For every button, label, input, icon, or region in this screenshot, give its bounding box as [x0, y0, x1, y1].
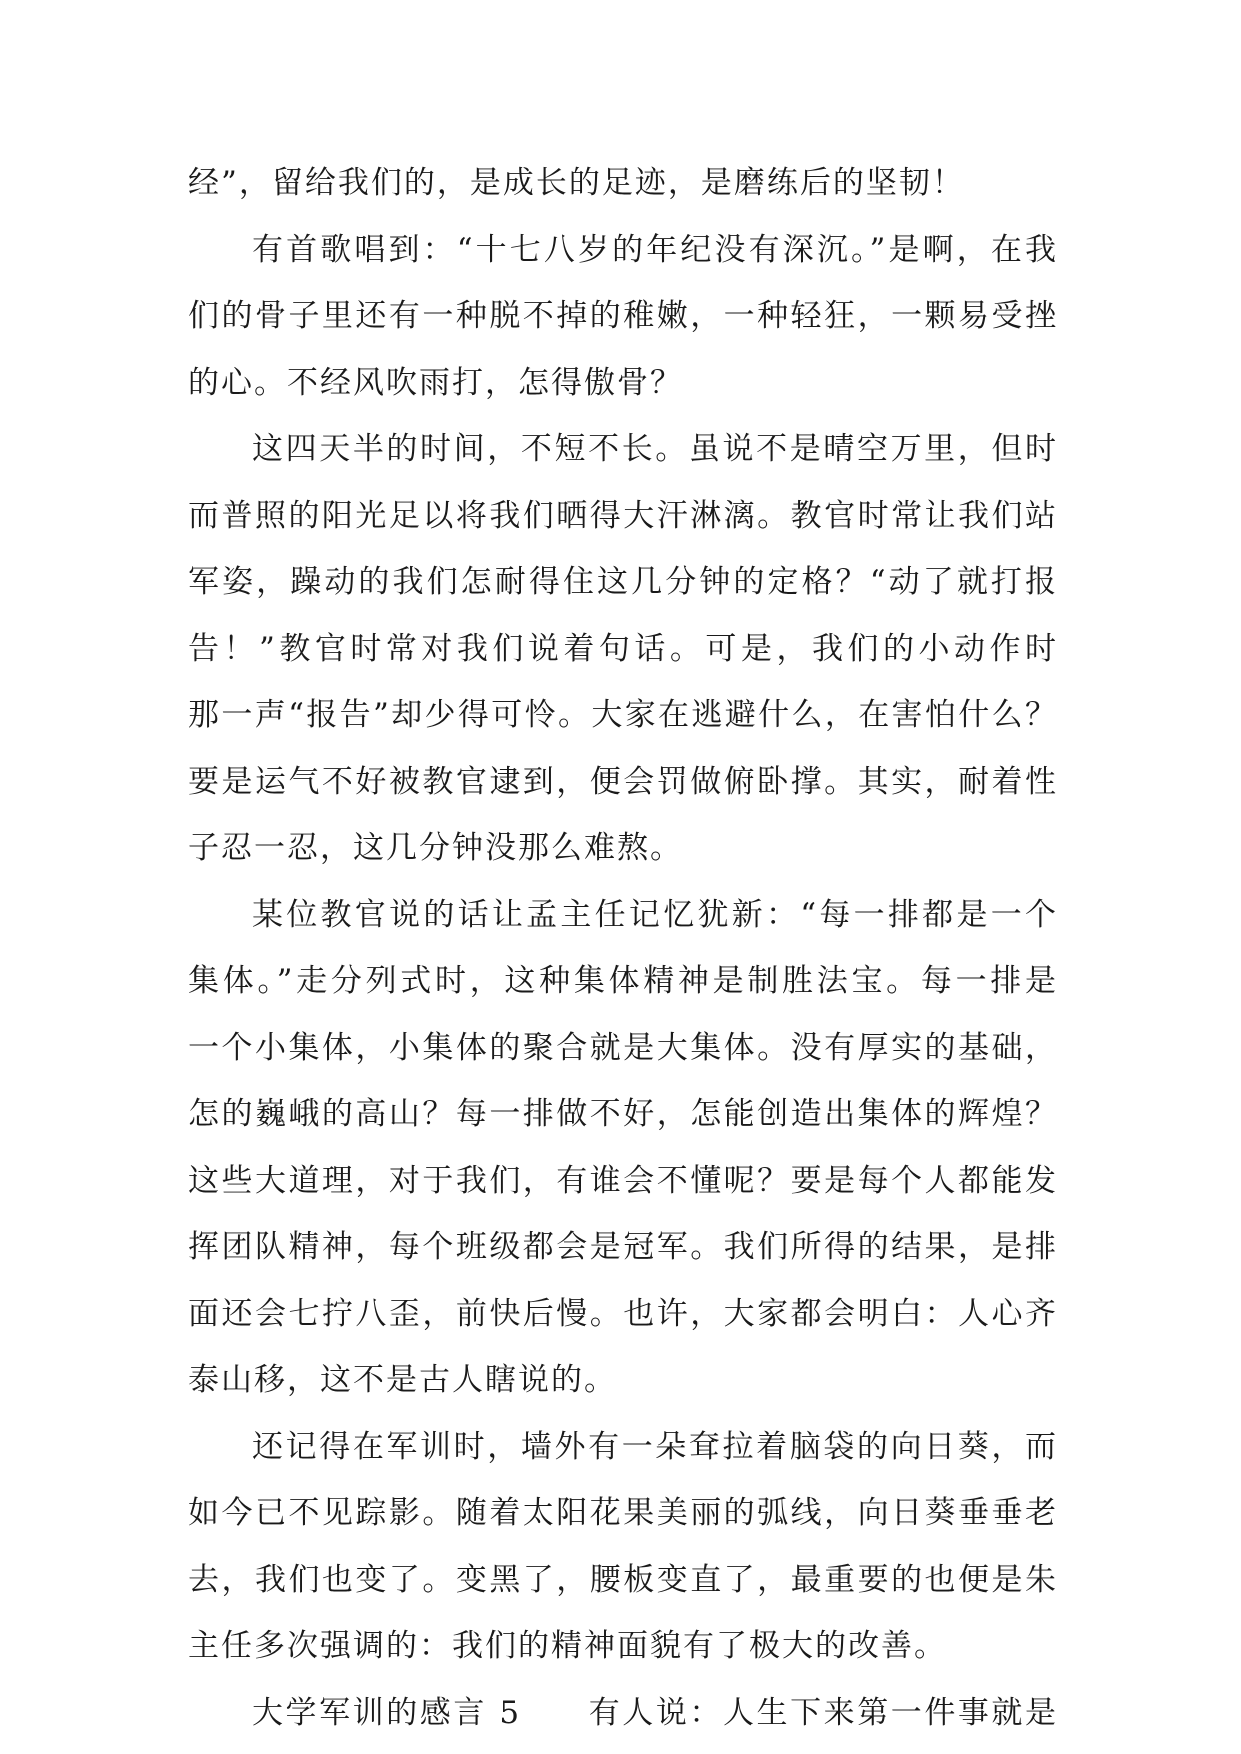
text-line: 告！”教官时常对我们说着句话。可是，我们的小动作时	[188, 630, 1058, 667]
text-line: 集体。”走分列式时，这种集体精神是制胜法宝。每一排是	[188, 963, 1058, 999]
text-line: 泰山移，这不是古人瞎说的。	[188, 1362, 617, 1398]
text-line: 一个小集体，小集体的聚合就是大集体。没有厚实的基础，	[188, 1029, 1058, 1066]
text-line: 们的骨子里还有一种脱不掉的稚嫩，一种轻狂，一颗易受挫	[188, 298, 1058, 334]
text-line: 这些大道理，对于我们，有谁会不懂呢？要是每个人都能发	[188, 1162, 1058, 1199]
text-line: 要是运气不好被教官逮到，便会罚做俯卧撑。其实，耐着性	[188, 763, 1058, 800]
text-line: 军姿，躁动的我们怎耐得住这几分钟的定格？“动了就打报	[188, 564, 1058, 600]
text-line: 这四天半的时间，不短不长。虽说不是晴空万里，但时	[252, 431, 1058, 467]
text-line: 怎的巍峨的高山？每一排做不好，怎能创造出集体的辉煌？	[188, 1096, 1058, 1132]
text-line: 还记得在军训时，墙外有一朵耷拉着脑袋的向日葵，而	[252, 1428, 1058, 1465]
text-line: 那一声“报告”却少得可怜。大家在逃避什么，在害怕什么？	[188, 697, 1058, 733]
text-line: 某位教官说的话让孟主任记忆犹新：“每一排都是一个	[252, 896, 1058, 933]
text-line: 面还会七拧八歪，前快后慢。也许，大家都会明白：人心齐	[188, 1295, 1058, 1332]
text-line: 的心。不经风吹雨打，怎得傲骨？	[188, 364, 683, 401]
text-line: 挥团队精神，每个班级都会是冠军。我们所得的结果，是排	[188, 1229, 1058, 1265]
text-line: 大学军训的感言 5 有人说：人生下来第一件事就是	[252, 1694, 1058, 1731]
text-line: 有首歌唱到：“十七八岁的年纪没有深沉。”是啊，在我	[252, 231, 1058, 268]
text-line: 主任多次强调的：我们的精神面貌有了极大的改善。	[188, 1628, 947, 1664]
body-text	[188, 150, 1058, 1746]
text-line: 如今已不见踪影。随着太阳花果美丽的弧线，向日葵垂垂老	[188, 1495, 1058, 1531]
text-line: 去，我们也变了。变黑了，腰板变直了，最重要的也便是朱	[188, 1561, 1058, 1598]
text-line: 而普照的阳光足以将我们晒得大汗淋漓。教官时常让我们站	[188, 497, 1058, 534]
text-line: 经”，留给我们的，是成长的足迹，是磨练后的坚韧！	[188, 165, 965, 201]
text-line: 子忍一忍，这几分钟没那么难熬。	[188, 830, 683, 866]
